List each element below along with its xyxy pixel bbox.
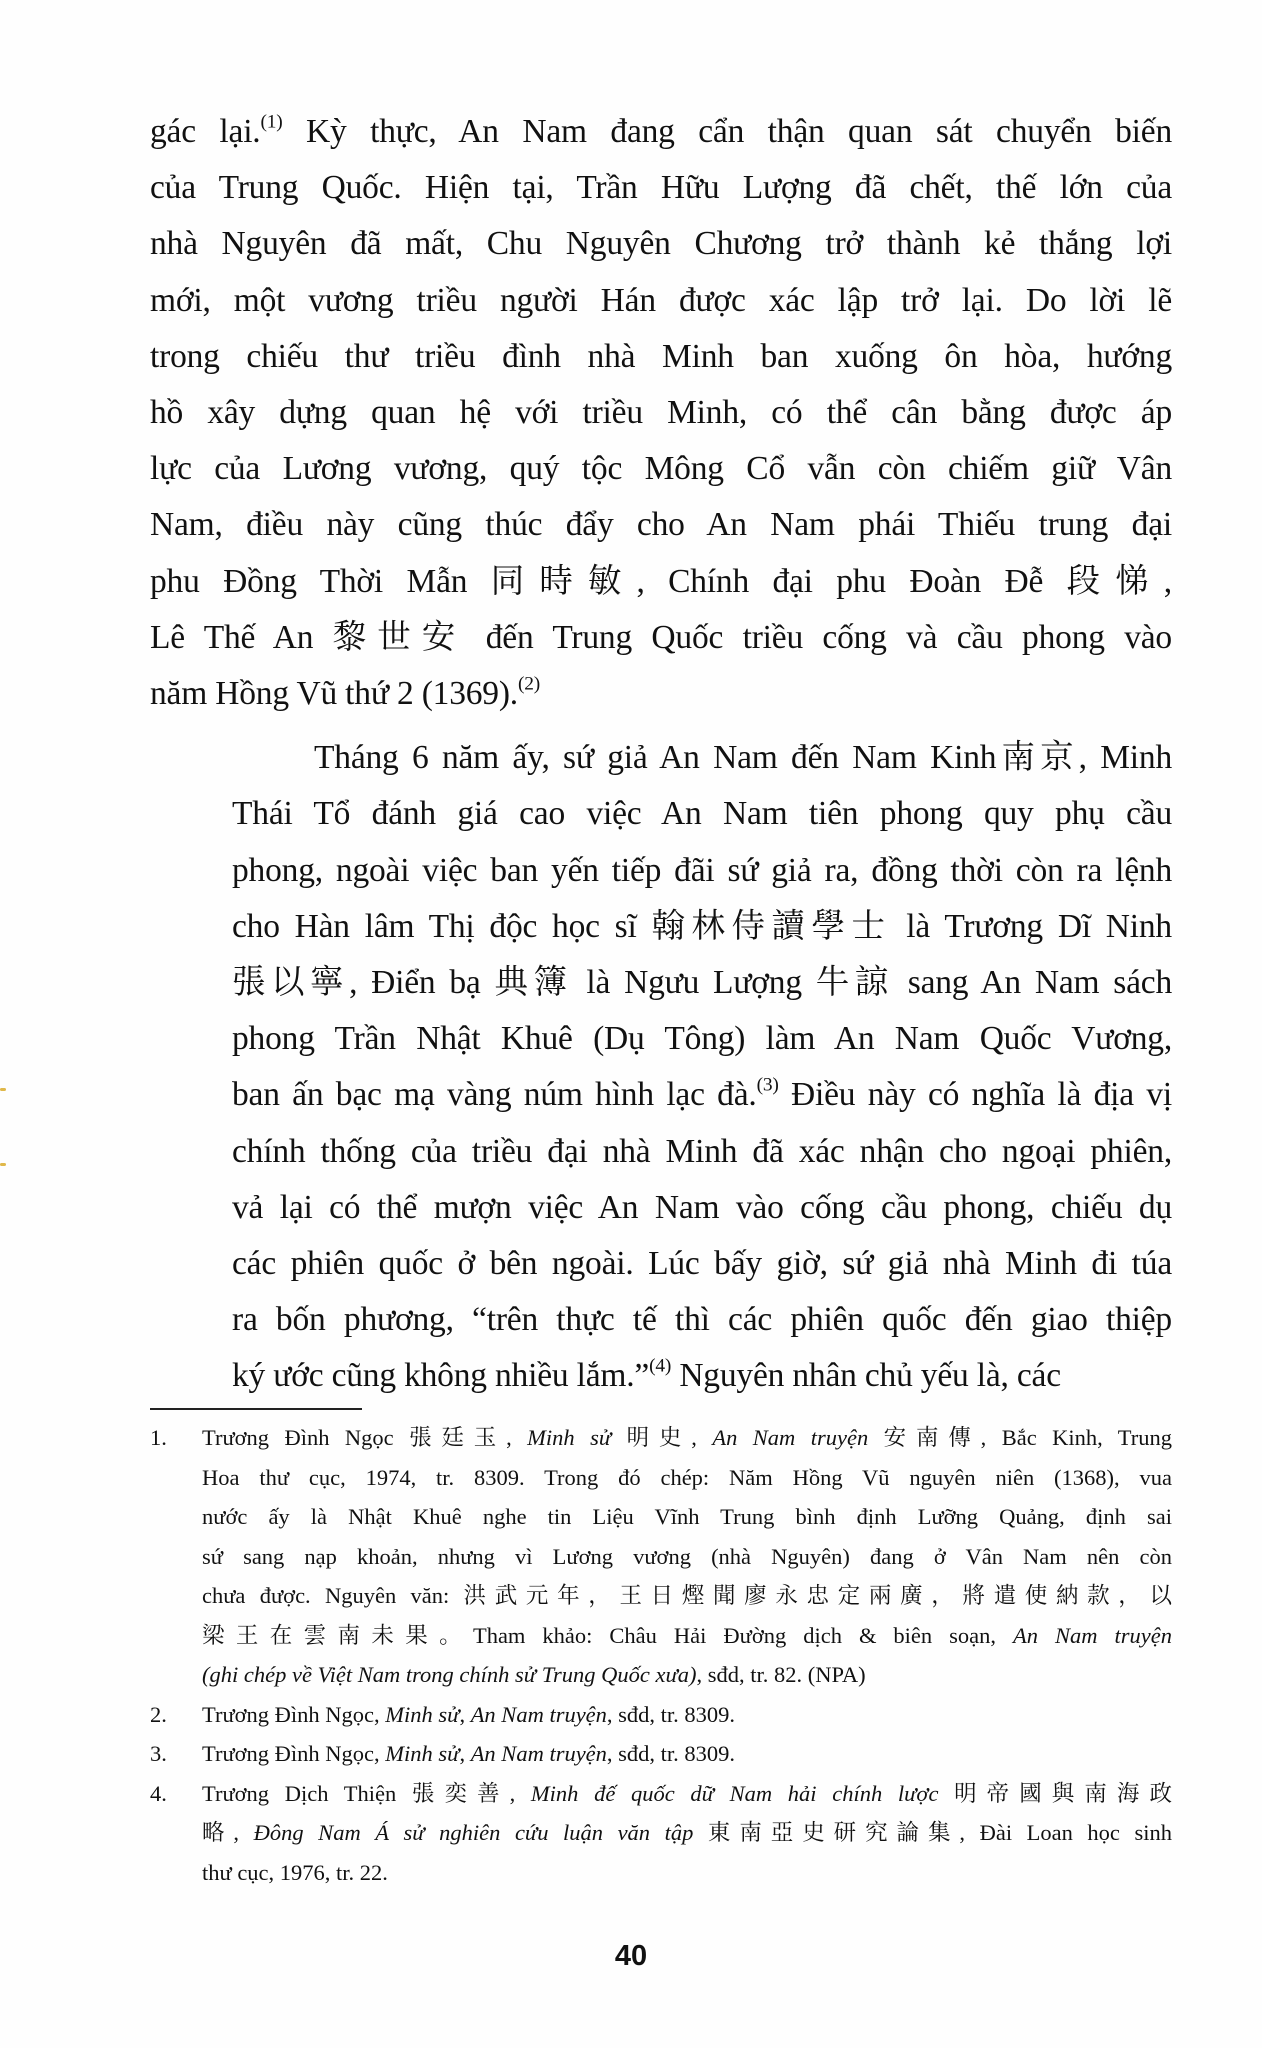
text-line: các phiên quốc ở bên ngoài. Lúc bấy giờ, sứ giả nhà Minh đi túa [232,1245,1172,1283]
text-line: của Trung Quốc. Hiện tại, Trần Hữu Lượng đã chết, thế lớn của [150,169,1172,207]
text-line: ban ấn bạc mạ vàng núm hình lạc đà.$^{(3)}$ Điều này có nghĩa là địa vị [232,1074,1172,1114]
text-line: 張以寧, Điển bạ 典簿 là Ngưu Lượng 牛諒 sang An Nam sách [232,964,1172,1002]
footnote-number: 2. [150,1701,167,1727]
text-line: hồ xây dựng quan hệ với triều Minh, có thể cân bằng được áp [150,394,1172,432]
text-line: phong Trần Nhật Khuê (Dụ Tông) làm An Nam Quốc Vương, [232,1020,1172,1058]
paragraph [150,730,1172,1404]
text-line: năm Hồng Vũ thứ 2 (1369).$^{(2)}$ [150,673,541,713]
text-line: chính thống của triều đại nhà Minh đã xác nhận cho ngoại phiên, [232,1132,1172,1170]
footnote-line: sứ sang nạp khoản, nhưng vì Lương vương (nhà Nguyên) đang ở Vân Nam nên còn [202,1543,1172,1569]
text-line: trong chiếu thư triều đình nhà Minh ban xuống ôn hòa, hướng [150,337,1172,375]
text-line: nhà Nguyên đã mất, Chu Nguyên Chương trở thành kẻ thắng lợi [150,225,1172,263]
text-line: phong, ngoài việc ban yến tiếp đãi sứ giả ra, đồng thời còn ra lệnh [232,851,1172,889]
footnote-line: thư cục, 1976, tr. 22. [202,1859,388,1885]
text-line: lực của Lương vương, quý tộc Mông Cổ vẫn còn chiếm giữ Vân [150,450,1172,488]
footnote-item [150,1418,1172,1695]
text-line: phu Đồng Thời Mẫn 同時敏, Chính đại phu Đoàn Đễ 段悌, [150,562,1172,600]
text-line: Nam, điều này cũng thúc đẩy cho An Nam phái Thiếu trung đại [150,506,1172,544]
footnote-number: 1. [150,1425,167,1450]
footnote-text [202,1695,1172,1735]
page-edge-mark [0,1163,6,1166]
text-line: mới, một vương triều người Hán được xác lập trở lại. Do lời lẽ [150,281,1172,319]
footnote-separator [150,1408,362,1410]
text-line: gác lại.$^{(1)}$ Kỳ thực, An Nam đang cẩn thận quan sát chuyển biến [150,111,1172,150]
text-line: Thái Tổ đánh giá cao việc An Nam tiên phong quy phụ cầu [232,795,1172,833]
text-line: Lê Thế An 黎世安 đến Trung Quốc triều cống và cầu phong vào [150,618,1172,656]
text-line: cho Hàn lâm Thị độc học sĩ 翰林侍讀學士 là Trương Dĩ Ninh [232,907,1172,945]
main-text [150,104,1172,1405]
footnote-line: Hoa thư cục, 1974, tr. 8309. Trong đó chép: Năm Hồng Vũ nguyên niên (1368), vua [202,1464,1172,1490]
page-edge-mark [0,1088,6,1091]
footnote-line: Trương Đình Ngọc, Minh sử, An Nam truyện, sđd, tr. 8309. [202,1741,736,1766]
footnote-ref[interactable]: (2) [517,673,541,695]
footnote-line: Trương Đình Ngọc, Minh sử, An Nam truyện, sđd, tr. 8309. [202,1701,736,1727]
footnote-ref[interactable]: (3) [756,1074,779,1096]
footnote-line: Trương Đình Ngọc 張廷玉, Minh sử 明史, An Nam truyện 安南傳, Bắc Kinh, Trung [202,1425,1172,1450]
page-number: 40 [614,1940,648,1972]
text-line: Tháng 6 năm ấy, sứ giả An Nam đến Nam Kinh南京, Minh [314,739,1172,777]
footnotes [150,1418,1172,1892]
footnote-line: chưa được. Nguyên văn: 洪武元年，王日熞聞廖永忠定兩廣，將遣使納款，以 [202,1583,1172,1608]
text-line: ra bốn phương, “trên thực tế thì các phiên quốc đến giao thiệp [232,1301,1172,1339]
footnote-line: 略, Đông Nam Á sử nghiên cứu luận văn tập 東南亞史研究論集, Đài Loan học sinh [202,1820,1172,1845]
page-body [150,104,1172,1405]
footnote-item [150,1734,1172,1774]
footnote-ref[interactable]: (1) [260,111,283,133]
footnote-line: Trương Dịch Thiện 張奕善, Minh đế quốc dữ Nam hải chính lược 明帝國與南海政 [202,1780,1172,1806]
footnote-text [202,1734,1172,1774]
footnote-text [202,1774,1172,1893]
footnote-ref[interactable]: (4) [649,1355,672,1377]
footnote-line: 梁王在雲南未果。Tham khảo: Châu Hải Đường dịch & biên soạn, An Nam truyện [202,1622,1172,1648]
footnote-line: nước ấy là Nhật Khuê nghe tin Liệu Vĩnh Trung bình định Lưỡng Quảng, định sai [202,1504,1172,1529]
footnote-text [202,1418,1172,1695]
paragraph [150,104,1172,722]
footnote-line: (ghi chép về Việt Nam trong chính sử Trung Quốc xưa), sđd, tr. 82. (NPA) [202,1662,866,1687]
footnote-item [150,1695,1172,1735]
text-line: vả lại có thể mượn việc An Nam vào cống cầu phong, chiếu dụ [232,1188,1172,1226]
footnote-number: 4. [150,1780,167,1806]
footnote-item [150,1774,1172,1893]
text-line: ký ước cũng không nhiều lắm.”$^{(4)}$ Nguyên nhân chủ yếu là, các [232,1355,1061,1395]
footnote-number: 3. [150,1741,167,1766]
